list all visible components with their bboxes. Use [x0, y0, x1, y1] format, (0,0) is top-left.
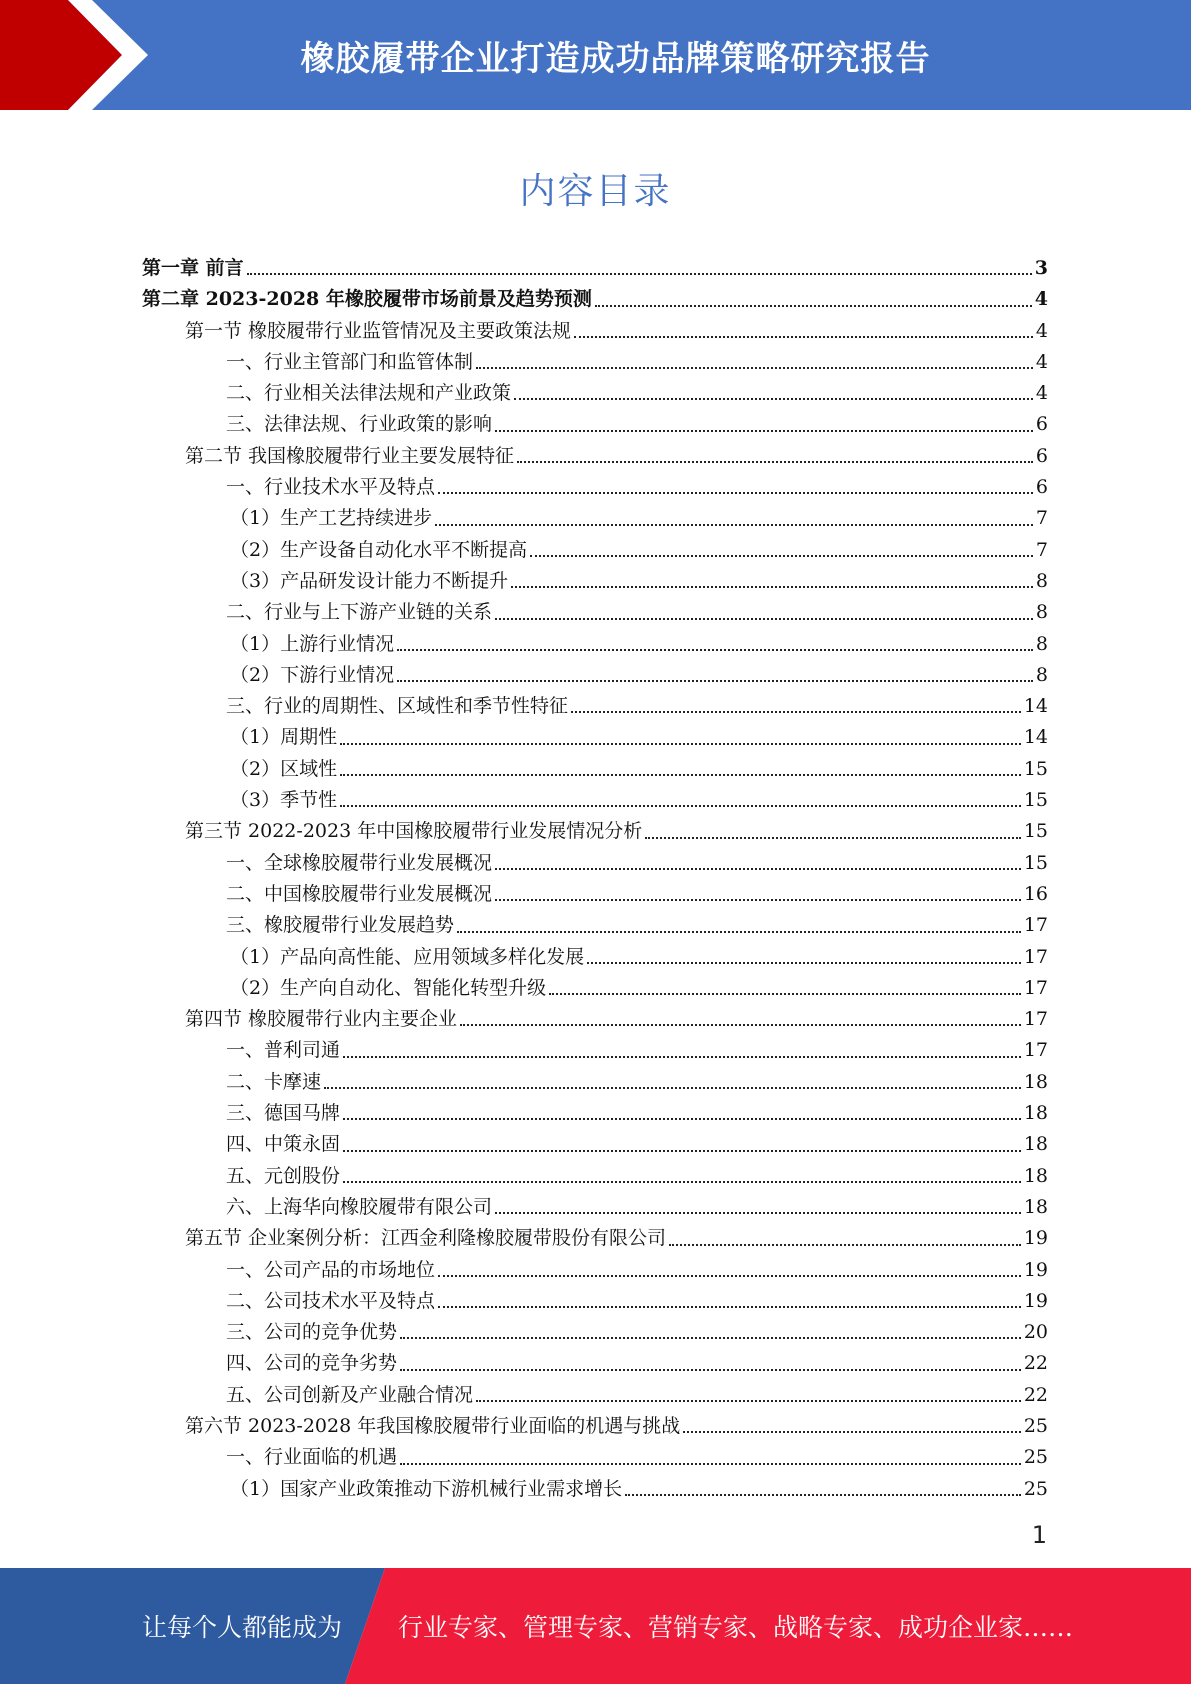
- toc-dot-leader: [530, 554, 1033, 557]
- toc-entry-page: 6: [1035, 413, 1048, 436]
- toc-entry-page: 22: [1023, 1383, 1048, 1406]
- toc-dot-leader: [400, 1368, 1021, 1371]
- toc-entry-page: 16: [1023, 882, 1048, 905]
- toc-entry-page: 15: [1023, 789, 1048, 812]
- toc-dot-leader: [435, 523, 1033, 526]
- toc-entry-text: 三、行业的周期性、区域性和季节性特征: [226, 695, 569, 718]
- toc-entry-text: 六、上海华向橡胶履带有限公司: [226, 1195, 493, 1218]
- toc-heading: 内容目录: [519, 171, 672, 212]
- toc-entry[interactable]: [142, 785, 1048, 816]
- toc-entry-text: 四、公司的竞争劣势: [226, 1352, 398, 1375]
- toc-entry-page: 8: [1035, 601, 1048, 624]
- toc-entry-text: （1）国家产业政策推动下游机械行业需求增长: [230, 1477, 623, 1500]
- toc-dot-leader: [571, 710, 1021, 713]
- toc-dot-leader: [587, 961, 1021, 964]
- toc-entry-text: 三、德国马牌: [226, 1102, 341, 1125]
- toc-dot-leader: [324, 1086, 1021, 1089]
- toc-dot-leader: [397, 648, 1033, 651]
- toc-entry-page: 20: [1023, 1321, 1048, 1344]
- toc-entry-text: 一、行业技术水平及特点: [226, 476, 436, 499]
- toc-entry[interactable]: [142, 441, 1048, 472]
- toc-entry-text: （2）下游行业情况: [230, 663, 395, 686]
- toc-dot-leader: [669, 1243, 1021, 1246]
- footer-slogan-right: 行业专家、管理专家、营销专家、战略专家、成功企业家……: [398, 1613, 1074, 1642]
- toc-entry[interactable]: [142, 816, 1048, 847]
- toc-entry-text: 五、公司创新及产业融合情况: [226, 1383, 474, 1406]
- toc-entry[interactable]: [142, 1004, 1048, 1035]
- footer-slogan-left: 让每个人都能成为: [142, 1613, 343, 1642]
- toc-entry-text: 五、元创股份: [226, 1164, 341, 1187]
- toc-entry-text: 三、橡胶履带行业发展趋势: [226, 914, 455, 937]
- toc-entry-page: 25: [1023, 1477, 1048, 1500]
- toc-entry[interactable]: [142, 503, 1048, 534]
- toc-entry[interactable]: [142, 1442, 1048, 1473]
- toc-entry[interactable]: [142, 848, 1048, 879]
- toc-entry-text: 二、中国橡胶履带行业发展概况: [226, 882, 493, 905]
- toc-entry-page: 18: [1023, 1195, 1048, 1218]
- toc-entry-page: 15: [1023, 757, 1048, 780]
- toc-entry-page: 6: [1035, 476, 1048, 499]
- toc-entry-text: 一、行业面临的机遇: [226, 1446, 398, 1469]
- toc-entry[interactable]: [142, 284, 1048, 315]
- toc-entry[interactable]: [142, 691, 1048, 722]
- toc-entry[interactable]: [142, 1035, 1048, 1066]
- toc-entry-text: 第一节 橡胶履带行业监管情况及主要政策法规: [185, 319, 572, 342]
- toc-entry[interactable]: [142, 1161, 1048, 1192]
- toc-dot-leader: [343, 1117, 1021, 1120]
- toc-dot-leader: [343, 1055, 1021, 1058]
- toc-dot-leader: [438, 1305, 1021, 1308]
- toc-dot-leader: [476, 366, 1033, 369]
- toc-entry[interactable]: [142, 253, 1048, 284]
- toc-dot-leader: [514, 397, 1033, 400]
- toc-entry-page: 7: [1035, 507, 1048, 530]
- toc-entry-page: 4: [1035, 319, 1048, 342]
- toc-dot-leader: [574, 335, 1033, 338]
- toc-entry-text: （3）季节性: [230, 789, 338, 812]
- table-of-contents: [142, 253, 1048, 1505]
- toc-entry-text: （1）生产工艺持续进步: [230, 507, 433, 530]
- toc-entry[interactable]: [142, 378, 1048, 409]
- toc-dot-leader: [495, 617, 1033, 620]
- toc-entry[interactable]: [142, 879, 1048, 910]
- toc-entry-page: 15: [1023, 851, 1048, 874]
- toc-entry-text: 四、中策永固: [226, 1133, 341, 1156]
- toc-entry-page: 3: [1034, 257, 1048, 279]
- toc-dot-leader: [397, 679, 1033, 682]
- toc-entry-page: 14: [1023, 726, 1048, 749]
- toc-entry[interactable]: [142, 1129, 1048, 1160]
- toc-entry[interactable]: [142, 1255, 1048, 1286]
- toc-entry-text: 二、行业相关法律法规和产业政策: [226, 382, 512, 405]
- toc-entry-page: 8: [1035, 632, 1048, 655]
- page-number: 1: [1031, 1521, 1047, 1549]
- toc-dot-leader: [549, 992, 1021, 995]
- toc-dot-leader: [495, 898, 1021, 901]
- toc-dot-leader: [340, 804, 1021, 807]
- chevron-arrow-icon: [0, 0, 160, 110]
- toc-dot-leader: [625, 1493, 1021, 1496]
- toc-entry[interactable]: [142, 1348, 1048, 1379]
- toc-entry[interactable]: [142, 316, 1048, 347]
- toc-entry-page: 17: [1023, 914, 1048, 937]
- toc-entry[interactable]: [142, 722, 1048, 753]
- toc-dot-leader: [340, 773, 1021, 776]
- toc-dot-leader: [476, 1399, 1021, 1402]
- toc-dot-leader: [438, 491, 1033, 494]
- toc-dot-leader: [645, 836, 1021, 839]
- toc-entry-page: 8: [1035, 569, 1048, 592]
- toc-entry[interactable]: [142, 1192, 1048, 1223]
- toc-dot-leader: [517, 460, 1033, 463]
- toc-entry-text: （2）生产设备自动化水平不断提高: [230, 538, 528, 561]
- toc-entry-page: 17: [1023, 1008, 1048, 1031]
- toc-dot-leader: [495, 1211, 1021, 1214]
- report-title: 橡胶履带企业打造成功品牌策略研究报告: [300, 38, 931, 79]
- toc-dot-leader: [683, 1430, 1021, 1433]
- toc-entry-text: （1）周期性: [230, 726, 338, 749]
- toc-dot-leader: [457, 930, 1021, 933]
- toc-entry-text: 二、行业与上下游产业链的关系: [226, 601, 493, 624]
- toc-entry-text: 第二章 2023-2028 年橡胶履带市场前景及趋势预测: [142, 288, 592, 311]
- toc-entry-text: 第四节 橡胶履带行业内主要企业: [185, 1008, 458, 1031]
- toc-entry[interactable]: [142, 472, 1048, 503]
- toc-entry-page: 4: [1034, 288, 1048, 311]
- toc-dot-leader: [460, 1023, 1021, 1026]
- toc-entry-page: 7: [1035, 538, 1048, 561]
- toc-entry-page: 14: [1023, 695, 1048, 718]
- toc-entry-text: 二、卡摩速: [226, 1070, 322, 1093]
- toc-entry-page: 18: [1023, 1133, 1048, 1156]
- toc-entry[interactable]: [142, 1098, 1048, 1129]
- toc-entry-page: 19: [1023, 1227, 1048, 1250]
- toc-entry-page: 19: [1023, 1289, 1048, 1312]
- toc-entry-page: 17: [1023, 1039, 1048, 1062]
- toc-dot-leader: [343, 1149, 1021, 1152]
- toc-entry-text: （2）生产向自动化、智能化转型升级: [230, 976, 547, 999]
- toc-entry[interactable]: [142, 597, 1048, 628]
- toc-dot-leader: [511, 585, 1033, 588]
- toc-entry[interactable]: [142, 910, 1048, 941]
- toc-entry[interactable]: [142, 754, 1048, 785]
- toc-entry-text: （2）区域性: [230, 757, 338, 780]
- toc-entry-page: 18: [1023, 1102, 1048, 1125]
- toc-dot-leader: [340, 742, 1021, 745]
- toc-entry-text: 二、公司技术水平及特点: [226, 1289, 436, 1312]
- toc-entry[interactable]: [142, 1380, 1048, 1411]
- toc-entry-text: 三、法律法规、行业政策的影响: [226, 413, 493, 436]
- toc-entry-page: 15: [1023, 820, 1048, 843]
- toc-dot-leader: [438, 1274, 1021, 1277]
- toc-entry[interactable]: [142, 1474, 1048, 1505]
- toc-entry-page: 19: [1023, 1258, 1048, 1281]
- toc-entry-page: 18: [1023, 1164, 1048, 1187]
- toc-entry-text: 一、普利司通: [226, 1039, 341, 1062]
- toc-entry[interactable]: [142, 409, 1048, 440]
- toc-entry[interactable]: [142, 973, 1048, 1004]
- toc-entry-page: 25: [1023, 1446, 1048, 1469]
- toc-dot-leader: [495, 429, 1033, 432]
- footer-band: [0, 1568, 1191, 1684]
- toc-dot-leader: [343, 1180, 1021, 1183]
- toc-entry-text: 三、公司的竞争优势: [226, 1321, 398, 1344]
- toc-dot-leader: [495, 867, 1021, 870]
- toc-dot-leader: [595, 304, 1032, 307]
- toc-entry[interactable]: [142, 1411, 1048, 1442]
- toc-entry-page: 6: [1035, 444, 1048, 467]
- toc-entry-text: （3）产品研发设计能力不断提升: [230, 569, 509, 592]
- toc-entry-text: 第一章 前言: [142, 257, 244, 279]
- toc-dot-leader: [400, 1462, 1021, 1465]
- toc-entry-text: 第六节 2023-2028 年我国橡胶履带行业面临的机遇与挑战: [185, 1414, 681, 1437]
- toc-dot-leader: [247, 272, 1032, 275]
- toc-entry[interactable]: [142, 1067, 1048, 1098]
- toc-entry-page: 18: [1023, 1070, 1048, 1093]
- toc-entry-text: （1）产品向高性能、应用领域多样化发展: [230, 945, 585, 968]
- toc-entry[interactable]: [142, 566, 1048, 597]
- toc-entry-page: 17: [1023, 945, 1048, 968]
- toc-entry-text: 一、全球橡胶履带行业发展概况: [226, 851, 493, 874]
- toc-dot-leader: [400, 1336, 1021, 1339]
- toc-entry-page: 4: [1035, 350, 1048, 373]
- toc-entry-page: 25: [1023, 1414, 1048, 1437]
- toc-entry-page: 17: [1023, 976, 1048, 999]
- toc-entry-text: 第五节 企业案例分析：江西金利隆橡胶履带股份有限公司: [185, 1227, 667, 1250]
- toc-entry[interactable]: [142, 942, 1048, 973]
- toc-entry-text: 一、行业主管部门和监管体制: [226, 350, 474, 373]
- toc-entry-text: 第二节 我国橡胶履带行业主要发展特征: [185, 444, 515, 467]
- toc-entry-text: 一、公司产品的市场地位: [226, 1258, 436, 1281]
- toc-entry-text: （1）上游行业情况: [230, 632, 395, 655]
- toc-entry[interactable]: [142, 535, 1048, 566]
- header-band: [0, 0, 1191, 110]
- toc-entry-page: 4: [1035, 382, 1048, 405]
- toc-entry[interactable]: [142, 347, 1048, 378]
- toc-entry-page: 22: [1023, 1352, 1048, 1375]
- toc-entry[interactable]: [142, 629, 1048, 660]
- toc-entry-text: 第三节 2022-2023 年中国橡胶履带行业发展情况分析: [185, 820, 643, 843]
- toc-entry[interactable]: [142, 1317, 1048, 1348]
- toc-entry[interactable]: [142, 1223, 1048, 1254]
- toc-entry[interactable]: [142, 660, 1048, 691]
- toc-entry[interactable]: [142, 1286, 1048, 1317]
- toc-entry-page: 8: [1035, 663, 1048, 686]
